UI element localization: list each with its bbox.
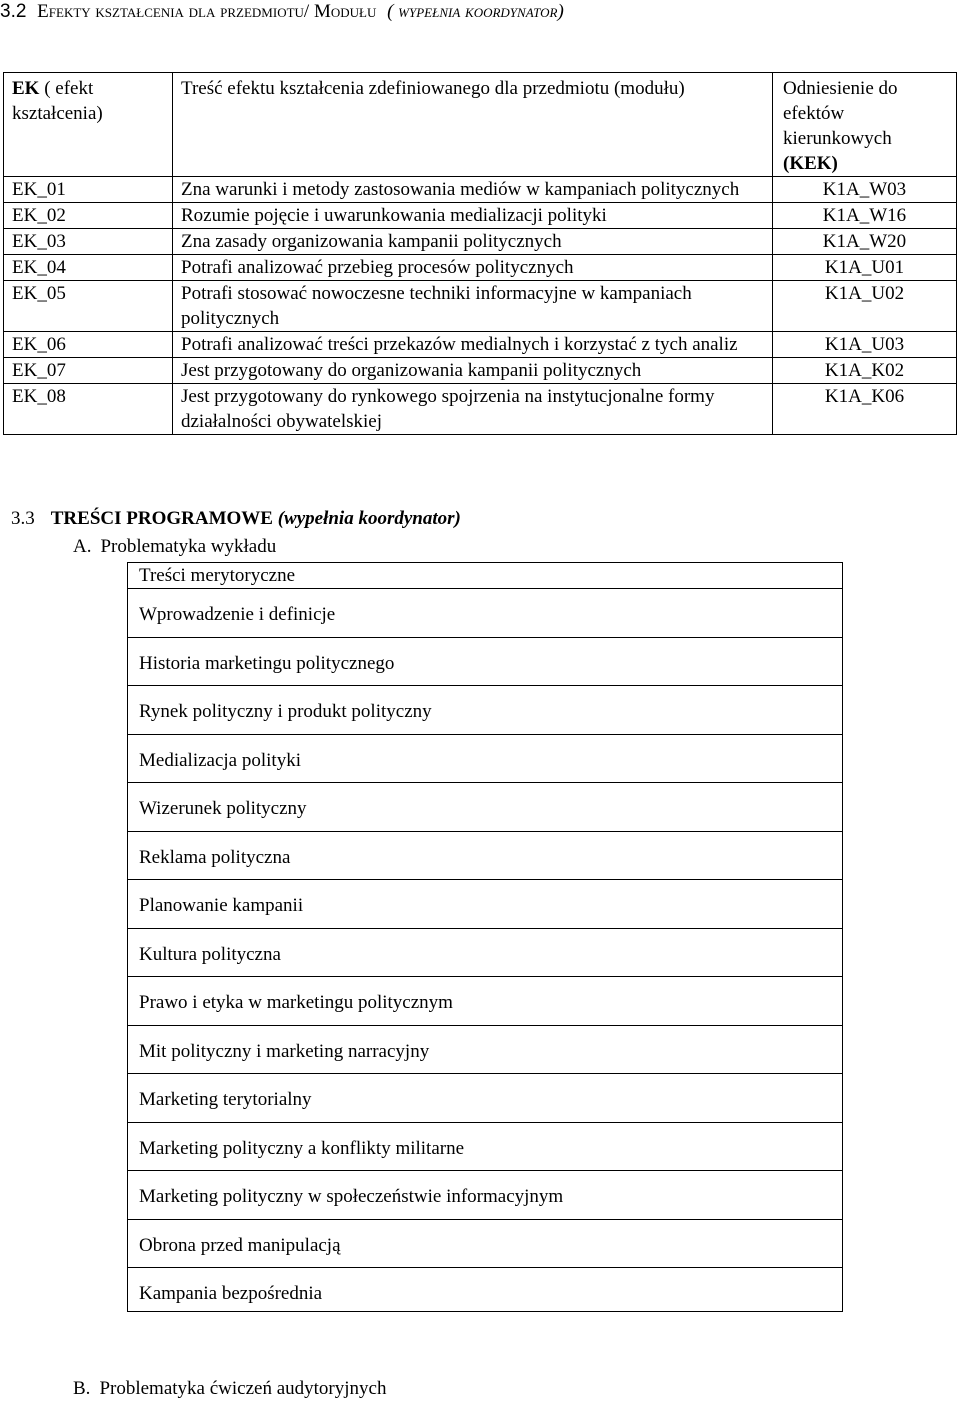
list-item: Marketing terytorialny [128, 1074, 842, 1123]
ek-text: Potrafi stosować nowoczesne techniki informacyjne w kampaniach politycznych [173, 281, 773, 332]
header-ek-bold: EK [12, 78, 40, 99]
ek-text: Jest przygotowany do rynkowego spojrzenia na instytucjonalne formy działalności obywatelskiej [173, 384, 773, 435]
ek-ref: K1A_W03 [773, 177, 957, 203]
table-row [4, 177, 957, 203]
ek-id: EK_08 [4, 384, 173, 435]
ek-id: EK_05 [4, 281, 173, 332]
list-item: Medializacja polityki [128, 735, 842, 784]
list-item: Marketing polityczny w społeczeństwie informacyjnym [128, 1171, 842, 1220]
ek-ref: K1A_U03 [773, 332, 957, 358]
header-reference [773, 73, 957, 177]
ek-id: EK_03 [4, 229, 173, 255]
ek-text: Potrafi analizować przebieg procesów politycznych [173, 255, 773, 281]
ek-text: Jest przygotowany do organizowania kampanii politycznych [173, 358, 773, 384]
program-content-header: Treści merytoryczne [128, 563, 842, 589]
list-item: Rynek polityczny i produkt polityczny [128, 686, 842, 735]
ek-id: EK_06 [4, 332, 173, 358]
list-item: Wprowadzenie i definicje [128, 589, 842, 638]
section-title: TREŚCI PROGRAMOWE [50, 508, 273, 529]
list-item: Prawo i etyka w marketingu politycznym [128, 977, 842, 1026]
header-reference-text: Odniesienie do efektów kierunkowych [783, 78, 898, 149]
section-note: ( wypełnia koordynator) [387, 1, 564, 22]
list-item: Historia marketingu politycznego [128, 638, 842, 687]
ek-text: Rozumie pojęcie i uwarunkowania medializacji polityki [173, 203, 773, 229]
section-number: 3.2 [0, 1, 27, 22]
part-b-label: B. [73, 1378, 91, 1399]
list-item: Planowanie kampanii [128, 880, 842, 929]
ek-id: EK_07 [4, 358, 173, 384]
table-row [4, 281, 957, 332]
learning-outcomes-table [3, 72, 957, 435]
list-item: Marketing polityczny a konflikty militarne [128, 1123, 842, 1172]
table-row [4, 358, 957, 384]
ek-ref: K1A_U01 [773, 255, 957, 281]
part-b-title: Problematyka ćwiczeń audytoryjnych [99, 1378, 387, 1399]
ek-id: EK_01 [4, 177, 173, 203]
program-content-table [127, 562, 843, 1312]
section-3-2-heading [0, 1, 564, 23]
table-row [4, 332, 957, 358]
section-number: 3.3 [11, 508, 35, 529]
ek-id: EK_04 [4, 255, 173, 281]
list-item: Kampania bezpośrednia [139, 1283, 323, 1304]
part-a-heading [73, 536, 276, 558]
section-note: (wypełnia koordynator) [277, 508, 461, 529]
list-item: Obrona przed manipulacją [128, 1220, 842, 1269]
header-reference-kek: (KEK) [783, 153, 838, 174]
ek-ref: K1A_U02 [773, 281, 957, 332]
part-a-label: A. [73, 536, 92, 557]
ek-text: Zna warunki i metody zastosowania mediów w kampaniach politycznych [173, 177, 773, 203]
list-item: Mit polityczny i marketing narracyjny [128, 1026, 842, 1075]
table-row [4, 255, 957, 281]
ek-id: EK_02 [4, 203, 173, 229]
header-ek-rest: ( efekt kształcenia) [12, 78, 103, 124]
ek-ref: K1A_W16 [773, 203, 957, 229]
list-item: Wizerunek polityczny [128, 783, 842, 832]
ek-ref: K1A_K06 [773, 384, 957, 435]
ek-text: Zna zasady organizowania kampanii politycznych [173, 229, 773, 255]
part-a-title: Problematyka wykładu [100, 536, 277, 557]
table-header-row [4, 73, 957, 177]
header-ek [4, 73, 173, 177]
ek-ref: K1A_W20 [773, 229, 957, 255]
part-b-heading [73, 1378, 386, 1400]
ek-text: Potrafi analizować treści przekazów medialnych i korzystać z tych analiz [173, 332, 773, 358]
section-3-3-heading [11, 508, 461, 530]
ek-ref: K1A_K02 [773, 358, 957, 384]
section-title: Efekty kształcenia dla przedmiotu/ Modułu [37, 1, 377, 22]
table-row [4, 384, 957, 435]
list-item: Kultura polityczna [128, 929, 842, 978]
table-row [4, 229, 957, 255]
list-item: Reklama polityczna [128, 832, 842, 881]
table-row [4, 203, 957, 229]
header-content: Treść efektu kształcenia zdefiniowanego dla przedmiotu (modułu) [173, 73, 773, 177]
